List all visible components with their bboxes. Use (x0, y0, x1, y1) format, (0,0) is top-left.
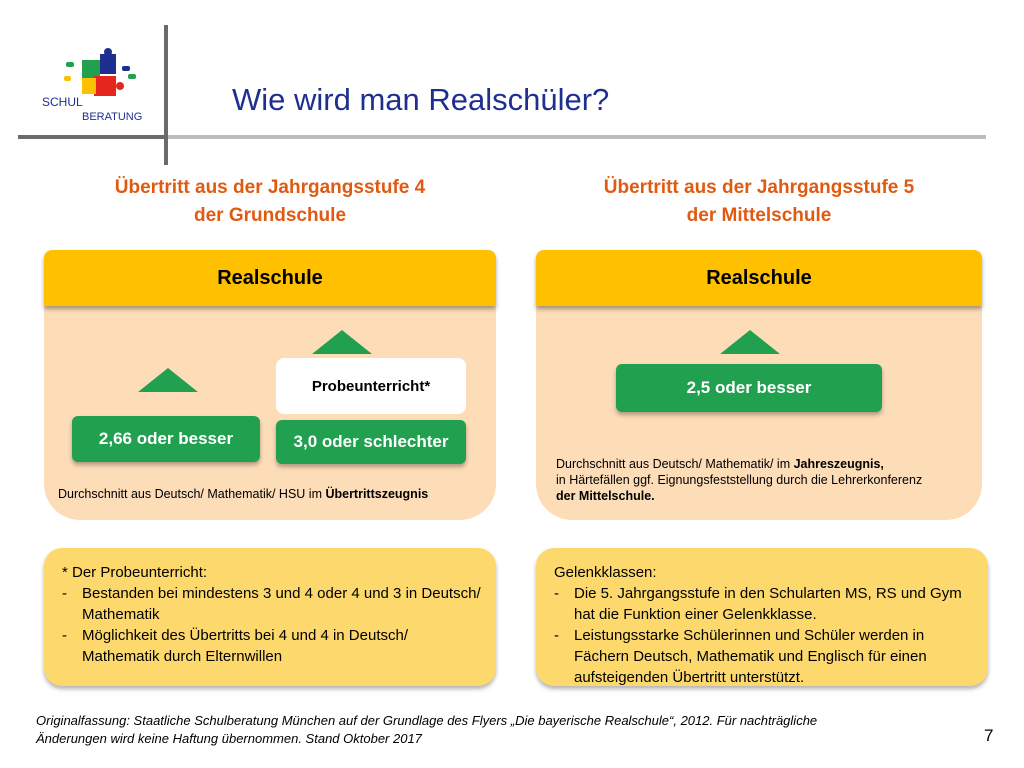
left-panel-title: Realschule (44, 250, 496, 306)
left-panel (44, 250, 496, 520)
gelenkklassen-info-box (536, 548, 988, 686)
grade-box-25: 2,5 oder besser (616, 364, 882, 412)
note-left-title: * Der Probeunterricht: (62, 564, 208, 581)
left-heading-line2: der Grundschule (193, 205, 347, 226)
list-item: - Bestanden bei mindestens 3 und 4 oder 4 und 3 in Deutsch/ Mathematik (62, 583, 486, 625)
left-grade-note-text: Durchschnitt aus Deutsch/ Mathematik/ HSU im (58, 487, 326, 501)
header-vertical-divider (164, 25, 168, 165)
arrow-up-icon (138, 368, 198, 392)
left-grade-note-bold: Übertrittszeugnis (325, 487, 429, 501)
grade-box-266: 2,66 oder besser (72, 416, 260, 462)
right-heading-line2: der Mittelschule (686, 205, 832, 226)
note-right-item-1: Die 5. Jahrgangsstufe in den Schularten MS, RS und Gym hat die Funktion einer Gelenkklasse. (574, 585, 962, 623)
right-note-line2: in Härtefällen ggf. Eignungsfeststellung durch die Lehrerkonferenz (556, 473, 923, 487)
arrow-up-icon (312, 330, 372, 354)
right-panel (536, 250, 982, 520)
note-right-item-2: Leistungsstarke Schülerinnen und Schüler werden in Fächern Deutsch, Mathematik und Englisch für einen aufsteigenden Übertritt unterstützt. (574, 627, 927, 686)
logo-text-top: SCHUL (42, 95, 83, 109)
page-title: Wie wird man Realschüler? (232, 82, 610, 117)
footer-source-note (36, 712, 956, 748)
left-section-heading (44, 174, 496, 230)
right-grade-note (556, 456, 976, 504)
page-number: 7 (984, 726, 994, 745)
note-left-item-1: Bestanden bei mindestens 3 und 4 oder 4 und 3 in Deutsch/ Mathematik (82, 585, 481, 623)
footer-line1: Originalfassung: Staatliche Schulberatung München auf der Grundlage des Flyers „Die bayerische Realschule“, 2012. Für nachträgliche (36, 713, 818, 728)
right-heading-line1: Übertritt aus der Jahrgangsstufe 5 (603, 177, 915, 198)
right-panel-title: Realschule (536, 250, 982, 306)
note-right-title: Gelenkklassen: (554, 564, 657, 581)
note-left-item-2: Möglichkeit des Übertritts bei 4 und 4 in Deutsch/ Mathematik durch Elternwillen (82, 627, 408, 665)
list-item: - Möglichkeit des Übertritts bei 4 und 4 in Deutsch/ Mathematik durch Elternwillen (62, 625, 486, 667)
probeunterricht-info-box (44, 548, 496, 686)
footer-line2: Änderungen wird keine Haftung übernommen. Stand Oktober 2017 (36, 731, 422, 746)
left-grade-note (58, 486, 498, 502)
logo-text-bottom: BERATUNG (82, 111, 143, 123)
right-note-line3: der Mittelschule. (556, 489, 655, 503)
right-note-line1-text: Durchschnitt aus Deutsch/ Mathematik/ im (556, 457, 794, 471)
list-item: - Leistungsstarke Schülerinnen und Schüler werden in Fächern Deutsch, Mathematik und Englisch für einen aufsteigenden Übertritt unterstützt. (554, 625, 978, 688)
grade-box-30: 3,0 oder schlechter (276, 420, 466, 464)
schulberatung-logo (36, 48, 152, 124)
arrow-up-icon (720, 330, 780, 354)
puzzle-logo-icon (36, 48, 152, 124)
header-divider-light (168, 135, 986, 139)
list-item: - Die 5. Jahrgangsstufe in den Schularten MS, RS und Gym hat die Funktion einer Gelenkklasse. (554, 583, 978, 625)
right-note-line1 (556, 456, 976, 472)
right-section-heading (536, 174, 982, 230)
left-heading-line1: Übertritt aus der Jahrgangsstufe 4 (114, 177, 426, 198)
probeunterricht-box: Probeunterricht* (276, 358, 466, 414)
right-note-line1-bold: Jahreszeugnis, (793, 457, 884, 471)
